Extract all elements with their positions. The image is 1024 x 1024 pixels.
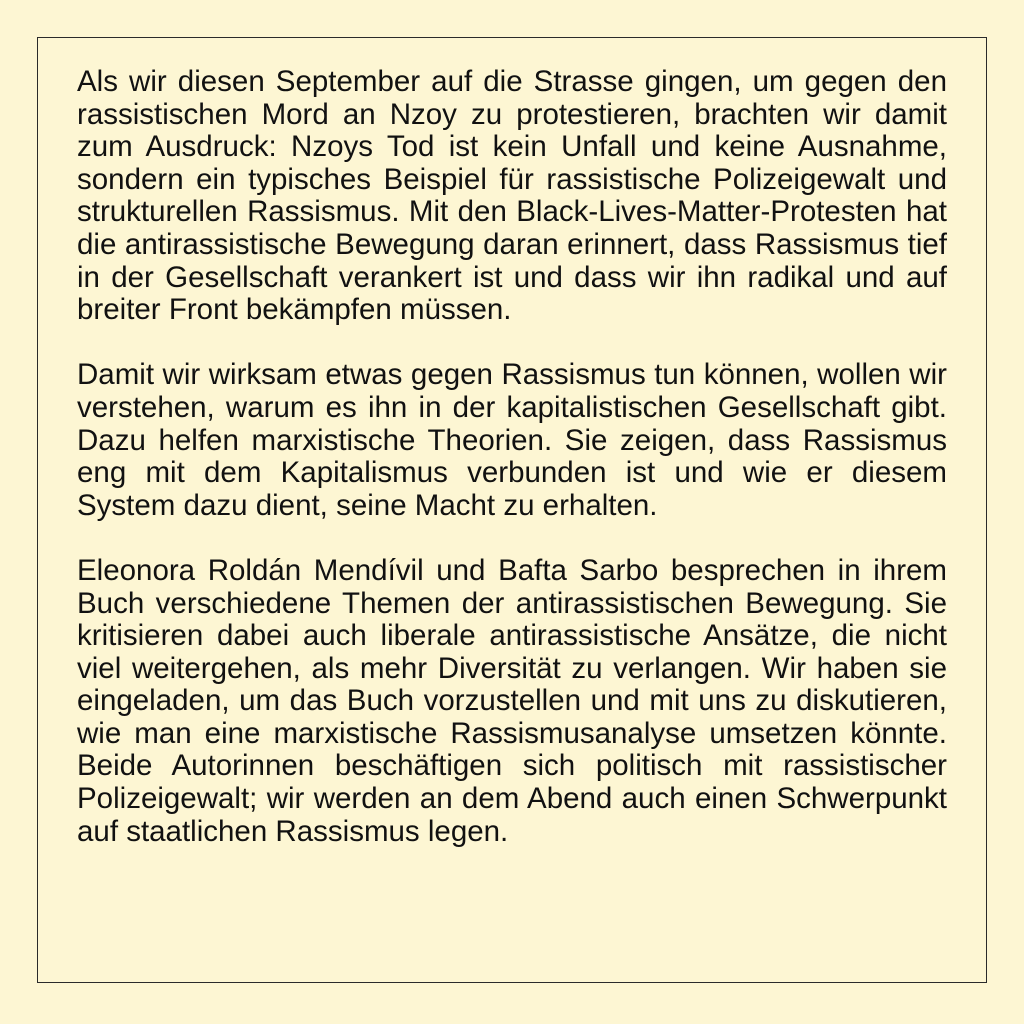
paragraph-1: Als wir diesen September auf die Strasse gingen, um gegen den rassistischen Mord an Nzoy zu protestieren, brachten wir damit zum Ausdruck: Nzoys Tod ist kein Unfall und keine Ausnahme, sondern ein typisches Beispiel für rassistische Polizeigewalt und strukturellen Rassismus. Mit den Black-Lives-Matter-Protesten hat die antirassistische Bewegung daran erinnert, dass Rassismus tief in der Gesellschaft verankert ist und dass wir ihn radikal und auf breiter Front bekämpfen müssen. [77, 65, 947, 327]
paragraph-2: Damit wir wirksam etwas gegen Rassismus tun können, wollen wir verstehen, warum es ihn in der kapitalistischen Gesellschaft gibt. Dazu helfen marxistische Theorien. Sie zeigen, dass Rassismus eng mit dem Kapitalismus verbunden ist und wie er diesem System dazu dient, seine Macht zu erhalten. [77, 358, 947, 522]
document-body [77, 66, 947, 848]
paragraph-3: Eleonora Roldán Mendívil und Bafta Sarbo besprechen in ihrem Buch verschiedene Themen der antirassistischen Bewegung. Sie kritisieren dabei auch liberale antirassistische Ansätze, die nicht viel weitergehen, als mehr Diversität zu verlangen. Wir haben sie eingeladen, um das Buch vorzustellen und mit uns zu diskutieren, wie man eine marxistische Rassismusanalyse umsetzen könnte. Beide Autorinnen beschäftigen sich politisch mit rassistischer Polizeigewalt; wir werden an dem Abend auch einen Schwerpunkt auf staatlichen Rassismus legen. [77, 553, 947, 848]
